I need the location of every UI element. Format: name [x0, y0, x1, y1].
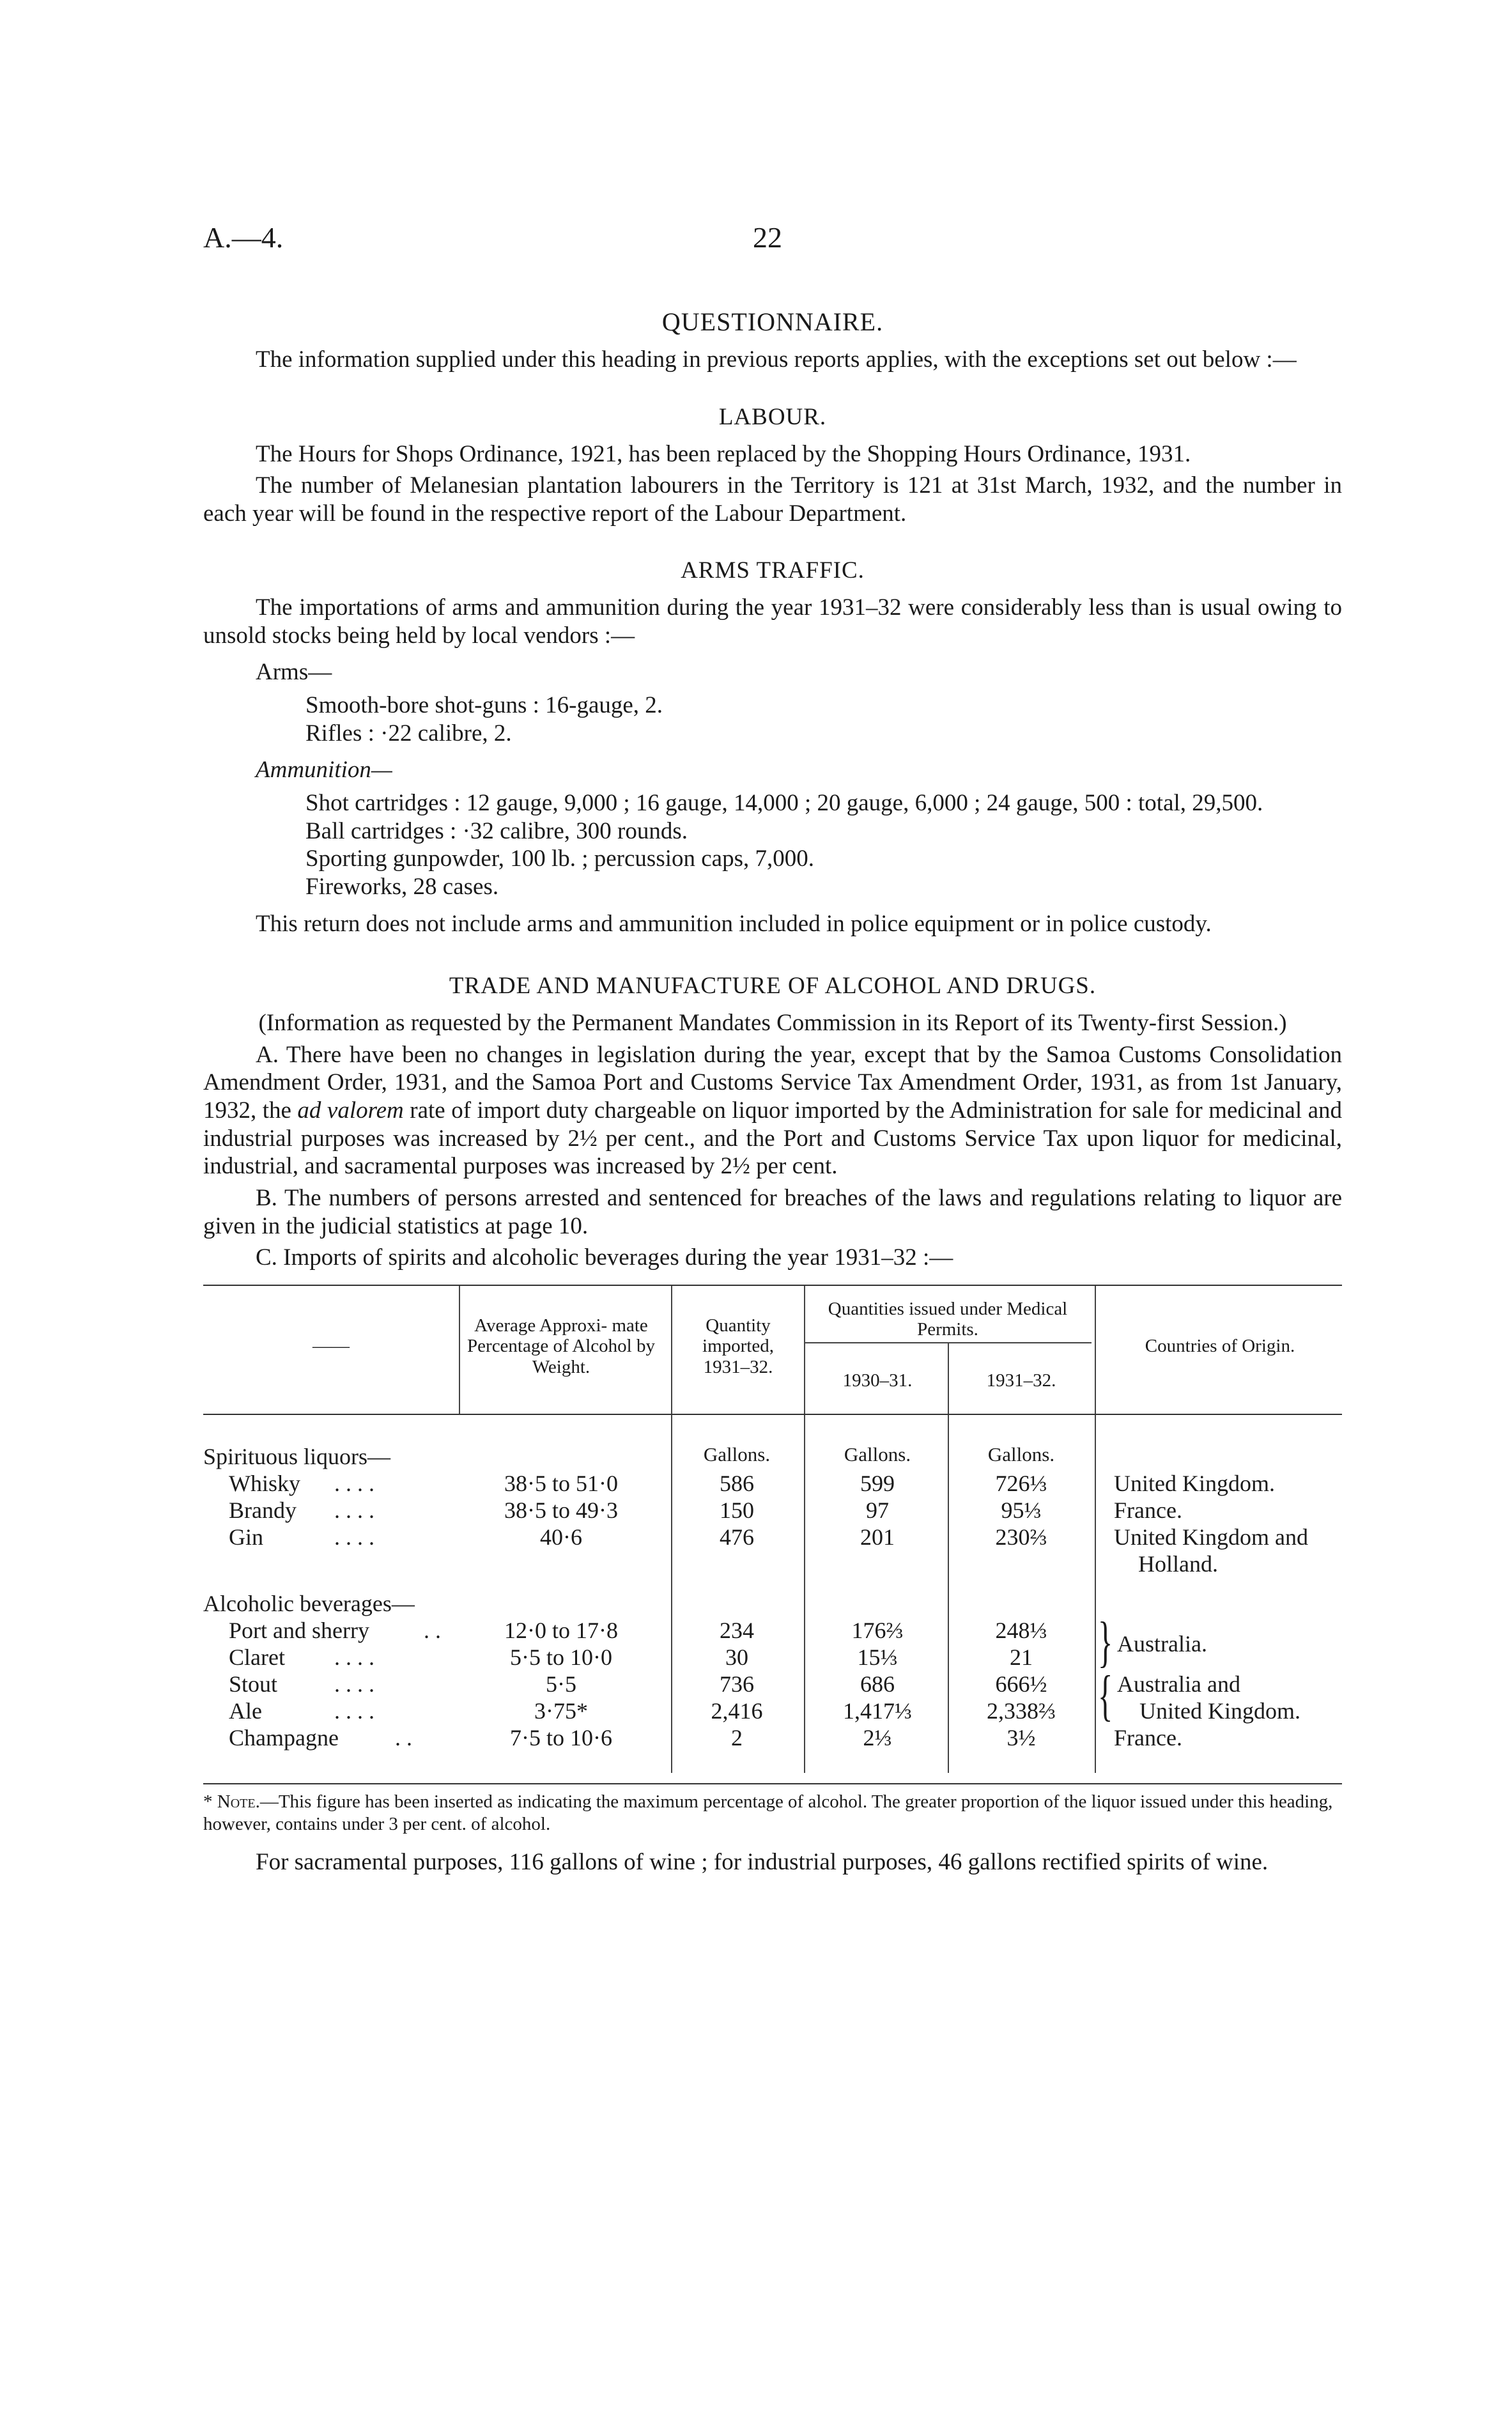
imports-table	[203, 1285, 1342, 1836]
header-percentage: Average Approxi- mate Percentage of Alcohol by Weight.	[467, 1315, 655, 1377]
unit-label: Gallons.	[844, 1442, 911, 1465]
row-origin: France.	[1114, 1497, 1182, 1523]
row-quantity: 586	[720, 1470, 754, 1496]
leader-dots: . . . .	[334, 1644, 374, 1670]
page-number: 22	[753, 221, 782, 254]
table-row	[203, 1724, 1342, 1751]
group-label: Alcoholic beverages—	[203, 1590, 415, 1616]
labour-paragraph-2: The number of Melanesian plantation labourers in the Territory is 121 at 31st March, 1932, and the number in each year will be found in the respective report of the Labour Department.	[203, 472, 1342, 527]
row-origin-continued: Holland.	[1138, 1550, 1218, 1577]
table-row	[203, 1497, 1342, 1524]
row-1930-31: 201	[860, 1524, 895, 1550]
row-1931-32: 21	[1010, 1644, 1033, 1670]
labour-title: LABOUR.	[718, 403, 827, 430]
labour-paragraph-1: The Hours for Shops Ordinance, 1921, has been replaced by the Shopping Hours Ordinance, 1931.	[256, 440, 1191, 467]
row-percentage: 40·6	[540, 1524, 582, 1550]
row-origin: United Kingdom.	[1114, 1470, 1275, 1496]
origin-group-australia: Australia.	[1117, 1630, 1207, 1657]
row-percentage: 5·5	[546, 1671, 576, 1697]
document-reference: A.—4.	[203, 221, 284, 254]
row-name: Whisky	[229, 1470, 300, 1496]
trade-paragraph-a: A. There have been no changes in legislation during the year, except that by the Samoa Customs Consolidation Amendment Order, 1931, and the Samoa Port and Customs Service Tax Amendment Order, 1931, as from 1st January, 1932, the ad valorem rate of import duty chargeable on liquor imported by the Administration for sale for medicinal and industrial purposes was increased by 2½ per cent., and the Port and Customs Service Tax upon liquor for medicinal, industrial, and sacramental purposes was increased by 2½ per cent.	[203, 1041, 1343, 1180]
trade-paragraph-c: C. Imports of spirits and alcoholic beverages during the year 1931–32 :—	[256, 1244, 953, 1271]
header-quantity: Quantity imported, 1931–32.	[702, 1315, 774, 1377]
origin-group-australia-uk: Australia and	[1117, 1671, 1240, 1697]
row-1931-32: 95⅓	[1001, 1497, 1042, 1523]
table-row	[203, 1470, 1342, 1497]
row-quantity: 2	[731, 1724, 743, 1751]
row-1931-32: 2,338⅔	[987, 1697, 1056, 1724]
row-quantity: 30	[725, 1644, 748, 1670]
row-1931-32: 666½	[995, 1671, 1047, 1697]
group-label: Spirituous liquors—	[203, 1443, 391, 1469]
unit-label: Gallons.	[987, 1442, 1055, 1465]
leader-dots: . .	[424, 1617, 441, 1643]
arms-intro: The importations of arms and ammunition during the year 1931–32 were considerably less than is usual owing to unsold stocks being held by local vendors :—	[203, 594, 1342, 649]
origin-group-australia-uk-continued: United Kingdom.	[1139, 1697, 1300, 1724]
arms-traffic-title: ARMS TRAFFIC.	[681, 557, 865, 584]
table-body	[203, 1415, 1342, 1773]
table-header	[203, 1286, 1342, 1415]
row-origin: France.	[1114, 1724, 1182, 1751]
row-1931-32: 3½	[1007, 1724, 1036, 1751]
arms-heading: Arms—	[256, 659, 332, 686]
trade-title: TRADE AND MANUFACTURE OF ALCOHOL AND DRUGS.	[449, 973, 1097, 1000]
arms-item: Rifles : ·22 calibre, 2.	[305, 720, 512, 746]
ammunition-item: Shot cartridges : 12 gauge, 9,000 ; 16 gauge, 14,000 ; 20 gauge, 6,000 ; 24 gauge, 500 : total, 29,500.	[305, 790, 1263, 817]
row-name: Gin	[229, 1524, 263, 1550]
row-1930-31: 686	[860, 1671, 895, 1697]
row-percentage: 12·0 to 17·8	[504, 1617, 618, 1643]
row-name: Stout	[229, 1671, 278, 1697]
footnote-label: * Note.	[203, 1791, 260, 1812]
arms-note: This return does not include arms and ammunition included in police equipment or in police custody.	[256, 910, 1212, 937]
leader-dots: . . . .	[334, 1497, 374, 1523]
row-quantity: 736	[720, 1671, 754, 1697]
arms-item: Smooth-bore shot-guns : 16-gauge, 2.	[305, 692, 663, 719]
row-1930-31: 97	[866, 1497, 889, 1523]
row-percentage: 38·5 to 49·3	[504, 1497, 618, 1523]
row-name: Champagne	[229, 1724, 339, 1751]
header-year-1931-32: 1931–32.	[986, 1370, 1056, 1391]
trade-info: (Information as requested by the Permanent Mandates Commission in its Report of its Twenty-first Session.)	[258, 1010, 1287, 1036]
row-percentage: 38·5 to 51·0	[504, 1470, 618, 1496]
row-name: Port and sherry	[229, 1617, 369, 1643]
table-group-row	[203, 1590, 1342, 1617]
row-quantity: 476	[720, 1524, 754, 1550]
brace: {	[1098, 1664, 1113, 1727]
table-footnote	[203, 1783, 1342, 1836]
page-header	[203, 220, 1342, 259]
row-name: Ale	[229, 1697, 262, 1724]
ammunition-item: Fireworks, 28 cases.	[305, 874, 499, 901]
row-1930-31: 1,417⅓	[843, 1697, 912, 1724]
leader-dots: . . . .	[334, 1470, 374, 1496]
row-1930-31: 599	[860, 1470, 895, 1496]
row-name: Brandy	[229, 1497, 297, 1523]
leader-dots: . . . .	[334, 1524, 374, 1550]
questionnaire-title: QUESTIONNAIRE.	[661, 307, 884, 336]
row-quantity: 234	[720, 1617, 754, 1643]
row-percentage: 3·75*	[534, 1697, 588, 1724]
page-body	[203, 307, 1342, 1880]
row-1931-32: 726⅓	[995, 1470, 1047, 1496]
row-1930-31: 15⅓	[857, 1644, 898, 1670]
questionnaire-intro: The information supplied under this heading in previous reports applies, with the exceptions set out below :—	[256, 346, 1297, 373]
row-percentage: 5·5 to 10·0	[510, 1644, 612, 1670]
row-1930-31: 176⅔	[851, 1617, 904, 1643]
table-row-continuation	[203, 1550, 1342, 1577]
header-year-1930-31: 1930–31.	[842, 1370, 913, 1391]
header-medical-permits: Quantities issued under Medical Permits.	[828, 1298, 1068, 1340]
row-quantity: 150	[720, 1497, 754, 1523]
row-1931-32: 230⅔	[995, 1524, 1047, 1550]
closing-paragraph: For sacramental purposes, 116 gallons of wine ; for industrial purposes, 46 gallons rectified spirits of wine.	[256, 1848, 1269, 1875]
footnote-text: —This figure has been inserted as indicating the maximum percentage of alcohol. The greater proportion of the liquor issued under this heading, however, contains under 3 per cent. of alcohol.	[203, 1791, 1333, 1834]
row-1930-31: 2⅓	[863, 1724, 892, 1751]
trade-paragraph-b: B. The numbers of persons arrested and sentenced for breaches of the laws and regulations relating to liquor are given in the judicial statistics at page 10.	[203, 1184, 1342, 1239]
table-group-row	[203, 1443, 1342, 1470]
row-quantity: 2,416	[711, 1697, 763, 1724]
header-blank: ——	[312, 1335, 350, 1356]
brace: }	[1098, 1611, 1113, 1673]
table-row	[203, 1524, 1342, 1550]
row-name: Claret	[229, 1644, 285, 1670]
row-percentage: 7·5 to 10·6	[510, 1724, 612, 1751]
leader-dots: . . . .	[334, 1671, 374, 1697]
ammunition-heading: Ammunition—	[256, 757, 392, 784]
ammunition-item: Ball cartridges : ·32 calibre, 300 rounds.	[305, 817, 688, 844]
leader-dots: . .	[395, 1724, 412, 1751]
leader-dots: . . . .	[334, 1697, 374, 1724]
row-origin: United Kingdom and	[1114, 1524, 1308, 1550]
ammunition-item: Sporting gunpowder, 100 lb. ; percussion caps, 7,000.	[305, 846, 814, 872]
row-1931-32: 248⅓	[995, 1617, 1047, 1643]
header-countries-of-origin: Countries of Origin.	[1145, 1335, 1295, 1356]
unit-label: Gallons.	[703, 1442, 771, 1465]
